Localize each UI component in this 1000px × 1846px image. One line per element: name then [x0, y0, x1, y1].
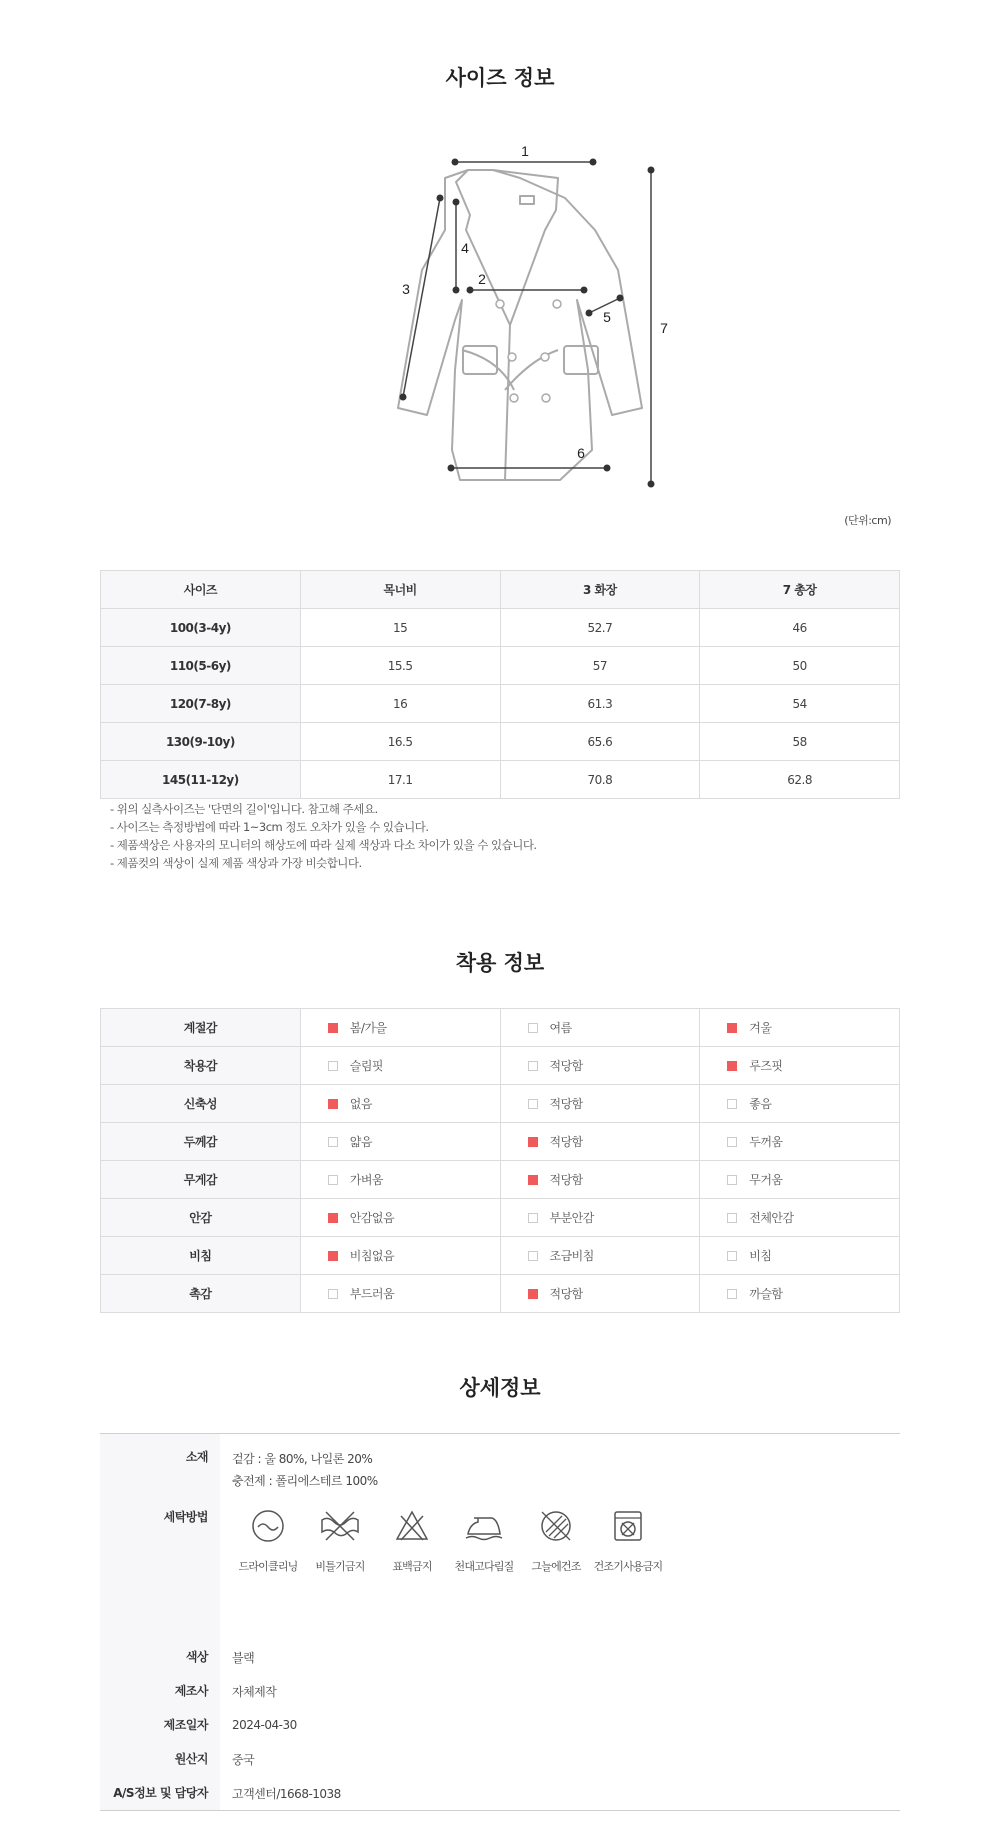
table-cell: 58	[700, 723, 900, 761]
fit-option-label: 무거움	[749, 1173, 783, 1187]
fit-option	[700, 1275, 900, 1313]
size-cell: 100(3-4y)	[101, 609, 301, 647]
wash-icon-list	[232, 1508, 900, 1574]
wash-label: 세탁방법	[100, 1494, 220, 1640]
checked-box-icon	[328, 1251, 338, 1261]
info-value: 블랙	[232, 1650, 255, 1665]
material-line: 충전제 : 폴리에스테르 100%	[232, 1474, 378, 1488]
detail-info-title: 상세정보	[459, 1376, 541, 1400]
table-cell: 50	[700, 647, 900, 685]
table-cell: 46	[700, 609, 900, 647]
label-6: 6	[577, 445, 585, 461]
wash-row	[100, 1494, 900, 1640]
fit-option-label: 조금비침	[549, 1249, 594, 1263]
fit-option-label: 없음	[349, 1097, 372, 1111]
label-2: 2	[478, 271, 486, 287]
fit-row-label: 무게감	[101, 1161, 301, 1199]
shade-dry-icon	[538, 1508, 574, 1544]
info-row	[100, 1742, 900, 1776]
fit-row-label: 신축성	[101, 1085, 301, 1123]
table-cell: 57	[500, 647, 700, 685]
unit-label: (단위:cm)	[844, 514, 891, 527]
info-row	[100, 1708, 900, 1742]
info-value: 2024-04-30	[232, 1718, 297, 1732]
wash-label-text: 건조기사용금지	[593, 1560, 663, 1573]
table-cell: 62.8	[700, 761, 900, 799]
note-line: - 제품색상은 사용자의 모니터의 해상도에 따라 실제 색상과 다소 차이가 있을 수 있습니다.	[110, 838, 537, 852]
info-label: 제조사	[100, 1674, 220, 1708]
fit-row	[101, 1161, 900, 1199]
checked-box-icon	[328, 1023, 338, 1033]
label-1: 1	[521, 143, 529, 159]
table-row	[101, 761, 900, 799]
fit-option-label: 비침	[749, 1249, 772, 1263]
fit-option-label: 비침없음	[349, 1249, 395, 1263]
info-label: A/S정보 및 담당자	[100, 1776, 220, 1810]
wash-item	[592, 1508, 664, 1574]
fit-option-label: 두꺼움	[749, 1135, 783, 1149]
fit-option	[500, 1047, 700, 1085]
no-tumble-dry-icon	[610, 1508, 646, 1544]
fit-option	[500, 1275, 700, 1313]
unchecked-box-icon	[727, 1175, 737, 1185]
unchecked-box-icon	[328, 1137, 338, 1147]
fit-option-label: 봄/가을	[349, 1021, 387, 1035]
table-row	[101, 609, 900, 647]
fit-option	[700, 1199, 900, 1237]
fit-option	[500, 1009, 700, 1047]
material-line: 겉감 : 울 80%, 나일론 20%	[232, 1452, 373, 1466]
fit-option	[700, 1009, 900, 1047]
note-line: - 사이즈는 측정방법에 따라 1~3cm 정도 오차가 있을 수 있습니다.	[110, 820, 429, 834]
fit-option-label: 좋음	[749, 1097, 772, 1111]
unchecked-box-icon	[528, 1099, 538, 1109]
fit-option	[300, 1199, 500, 1237]
unchecked-box-icon	[328, 1061, 338, 1071]
fit-option-label: 슬림핏	[349, 1059, 384, 1073]
unchecked-box-icon	[328, 1175, 338, 1185]
unchecked-box-icon	[528, 1251, 538, 1261]
info-value: 고객센터/1668-1038	[232, 1786, 341, 1801]
checked-box-icon	[328, 1099, 338, 1109]
wash-label-text: 표백금지	[392, 1560, 432, 1573]
fit-option-label: 루즈핏	[749, 1059, 783, 1073]
checked-box-icon	[727, 1061, 737, 1071]
size-cell: 110(5-6y)	[101, 647, 301, 685]
fit-row-label: 두께감	[101, 1123, 301, 1161]
fit-option-label: 적당함	[549, 1135, 583, 1149]
fit-row	[101, 1085, 900, 1123]
label-7: 7	[660, 320, 668, 336]
fit-option	[300, 1123, 500, 1161]
info-label: 원산지	[100, 1742, 220, 1776]
label-5: 5	[603, 309, 611, 325]
fit-option	[300, 1085, 500, 1123]
fit-row	[101, 1123, 900, 1161]
fit-option	[300, 1161, 500, 1199]
wash-label-text: 천대고다림질	[454, 1560, 514, 1573]
material-label: 소재	[100, 1434, 220, 1494]
fit-option-label: 안감없음	[349, 1211, 395, 1225]
fit-option	[300, 1047, 500, 1085]
fit-option-label: 부분안감	[549, 1211, 594, 1225]
header-cell: 3 화장	[500, 571, 700, 609]
fit-option	[700, 1085, 900, 1123]
fit-option-label: 가벼움	[349, 1173, 384, 1187]
fit-option-label: 얇음	[349, 1135, 372, 1149]
fit-option	[500, 1161, 700, 1199]
fit-row-label: 착용감	[101, 1047, 301, 1085]
fit-option-label: 적당함	[549, 1097, 583, 1111]
fit-table	[100, 1008, 900, 1313]
fit-option	[500, 1237, 700, 1275]
unchecked-box-icon	[528, 1023, 538, 1033]
fit-info-title: 착용 정보	[455, 951, 545, 975]
material-row	[100, 1434, 900, 1494]
checked-box-icon	[528, 1175, 538, 1185]
fit-option	[700, 1047, 900, 1085]
wash-item	[232, 1508, 304, 1574]
fit-row	[101, 1047, 900, 1085]
table-cell: 17.1	[300, 761, 500, 799]
header-cell: 목너비	[300, 571, 500, 609]
fit-option	[300, 1237, 500, 1275]
fit-row-label: 계절감	[101, 1009, 301, 1047]
no-bleach-icon	[394, 1508, 430, 1544]
table-cell: 54	[700, 685, 900, 723]
fit-option-label: 겨울	[749, 1021, 772, 1035]
wash-label-text: 그늘에건조	[531, 1560, 581, 1573]
fit-option	[500, 1123, 700, 1161]
unchecked-box-icon	[727, 1137, 737, 1147]
size-notes	[110, 800, 537, 872]
fit-option	[300, 1275, 500, 1313]
fit-option-label: 여름	[549, 1021, 572, 1035]
detail-table	[100, 1433, 900, 1811]
fit-row	[101, 1237, 900, 1275]
fit-option-label: 적당함	[549, 1059, 583, 1073]
fit-option	[500, 1085, 700, 1123]
table-header-row	[101, 571, 900, 609]
table-cell: 16	[300, 685, 500, 723]
wash-item	[520, 1508, 592, 1574]
fit-option-label: 부드러움	[349, 1287, 395, 1301]
wash-label-text: 비틀기금지	[315, 1560, 365, 1573]
label-3: 3	[402, 281, 410, 297]
unchecked-box-icon	[727, 1099, 737, 1109]
info-row	[100, 1674, 900, 1708]
wash-item	[448, 1508, 520, 1574]
unchecked-box-icon	[727, 1289, 737, 1299]
table-cell: 15	[300, 609, 500, 647]
info-label: 색상	[100, 1640, 220, 1674]
fit-row-label: 촉감	[101, 1275, 301, 1313]
wash-item	[304, 1508, 376, 1574]
info-value: 중국	[232, 1752, 255, 1767]
table-cell: 15.5	[300, 647, 500, 685]
fit-option	[700, 1237, 900, 1275]
checked-box-icon	[528, 1289, 538, 1299]
unchecked-box-icon	[727, 1251, 737, 1261]
header-cell: 7 총장	[700, 571, 900, 609]
fit-option-label: 적당함	[549, 1287, 583, 1301]
table-row	[101, 723, 900, 761]
size-cell: 130(9-10y)	[101, 723, 301, 761]
iron-with-cloth-icon	[464, 1508, 504, 1544]
info-row	[100, 1640, 900, 1674]
size-table	[100, 570, 900, 799]
unchecked-box-icon	[528, 1213, 538, 1223]
fit-option-label: 까슬함	[749, 1287, 783, 1301]
fit-row	[101, 1199, 900, 1237]
label-4: 4	[461, 240, 469, 256]
info-value: 자체제작	[232, 1684, 277, 1699]
info-row	[100, 1776, 900, 1810]
table-cell: 61.3	[500, 685, 700, 723]
unchecked-box-icon	[727, 1213, 737, 1223]
fit-option-label: 전체안감	[749, 1211, 794, 1225]
fit-row	[101, 1009, 900, 1047]
unchecked-box-icon	[328, 1289, 338, 1299]
wash-label-text: 드라이클리닝	[238, 1560, 298, 1573]
no-wring-icon	[318, 1508, 362, 1544]
coat-measurement-diagram	[360, 130, 668, 510]
table-row	[101, 647, 900, 685]
fit-row	[101, 1275, 900, 1313]
size-info-title: 사이즈 정보	[445, 66, 555, 90]
fit-row-label: 안감	[101, 1199, 301, 1237]
size-cell: 145(11-12y)	[101, 761, 301, 799]
checked-box-icon	[528, 1137, 538, 1147]
fit-row-label: 비침	[101, 1237, 301, 1275]
fit-option	[700, 1123, 900, 1161]
checked-box-icon	[328, 1213, 338, 1223]
fit-option	[700, 1161, 900, 1199]
note-line: - 제품컷의 색상이 실제 제품 색상과 가장 비슷합니다.	[110, 856, 362, 870]
wash-item	[376, 1508, 448, 1574]
fit-option	[300, 1009, 500, 1047]
size-cell: 120(7-8y)	[101, 685, 301, 723]
dry-clean-icon	[250, 1508, 286, 1544]
header-cell: 사이즈	[101, 571, 301, 609]
note-line: - 위의 실측사이즈는 '단면의 길이'입니다. 참고해 주세요.	[110, 802, 378, 816]
unchecked-box-icon	[528, 1061, 538, 1071]
table-cell: 70.8	[500, 761, 700, 799]
fit-option-label: 적당함	[549, 1173, 583, 1187]
table-cell: 65.6	[500, 723, 700, 761]
fit-option	[500, 1199, 700, 1237]
table-row	[101, 685, 900, 723]
table-cell: 16.5	[300, 723, 500, 761]
table-cell: 52.7	[500, 609, 700, 647]
checked-box-icon	[727, 1023, 737, 1033]
info-label: 제조일자	[100, 1708, 220, 1742]
